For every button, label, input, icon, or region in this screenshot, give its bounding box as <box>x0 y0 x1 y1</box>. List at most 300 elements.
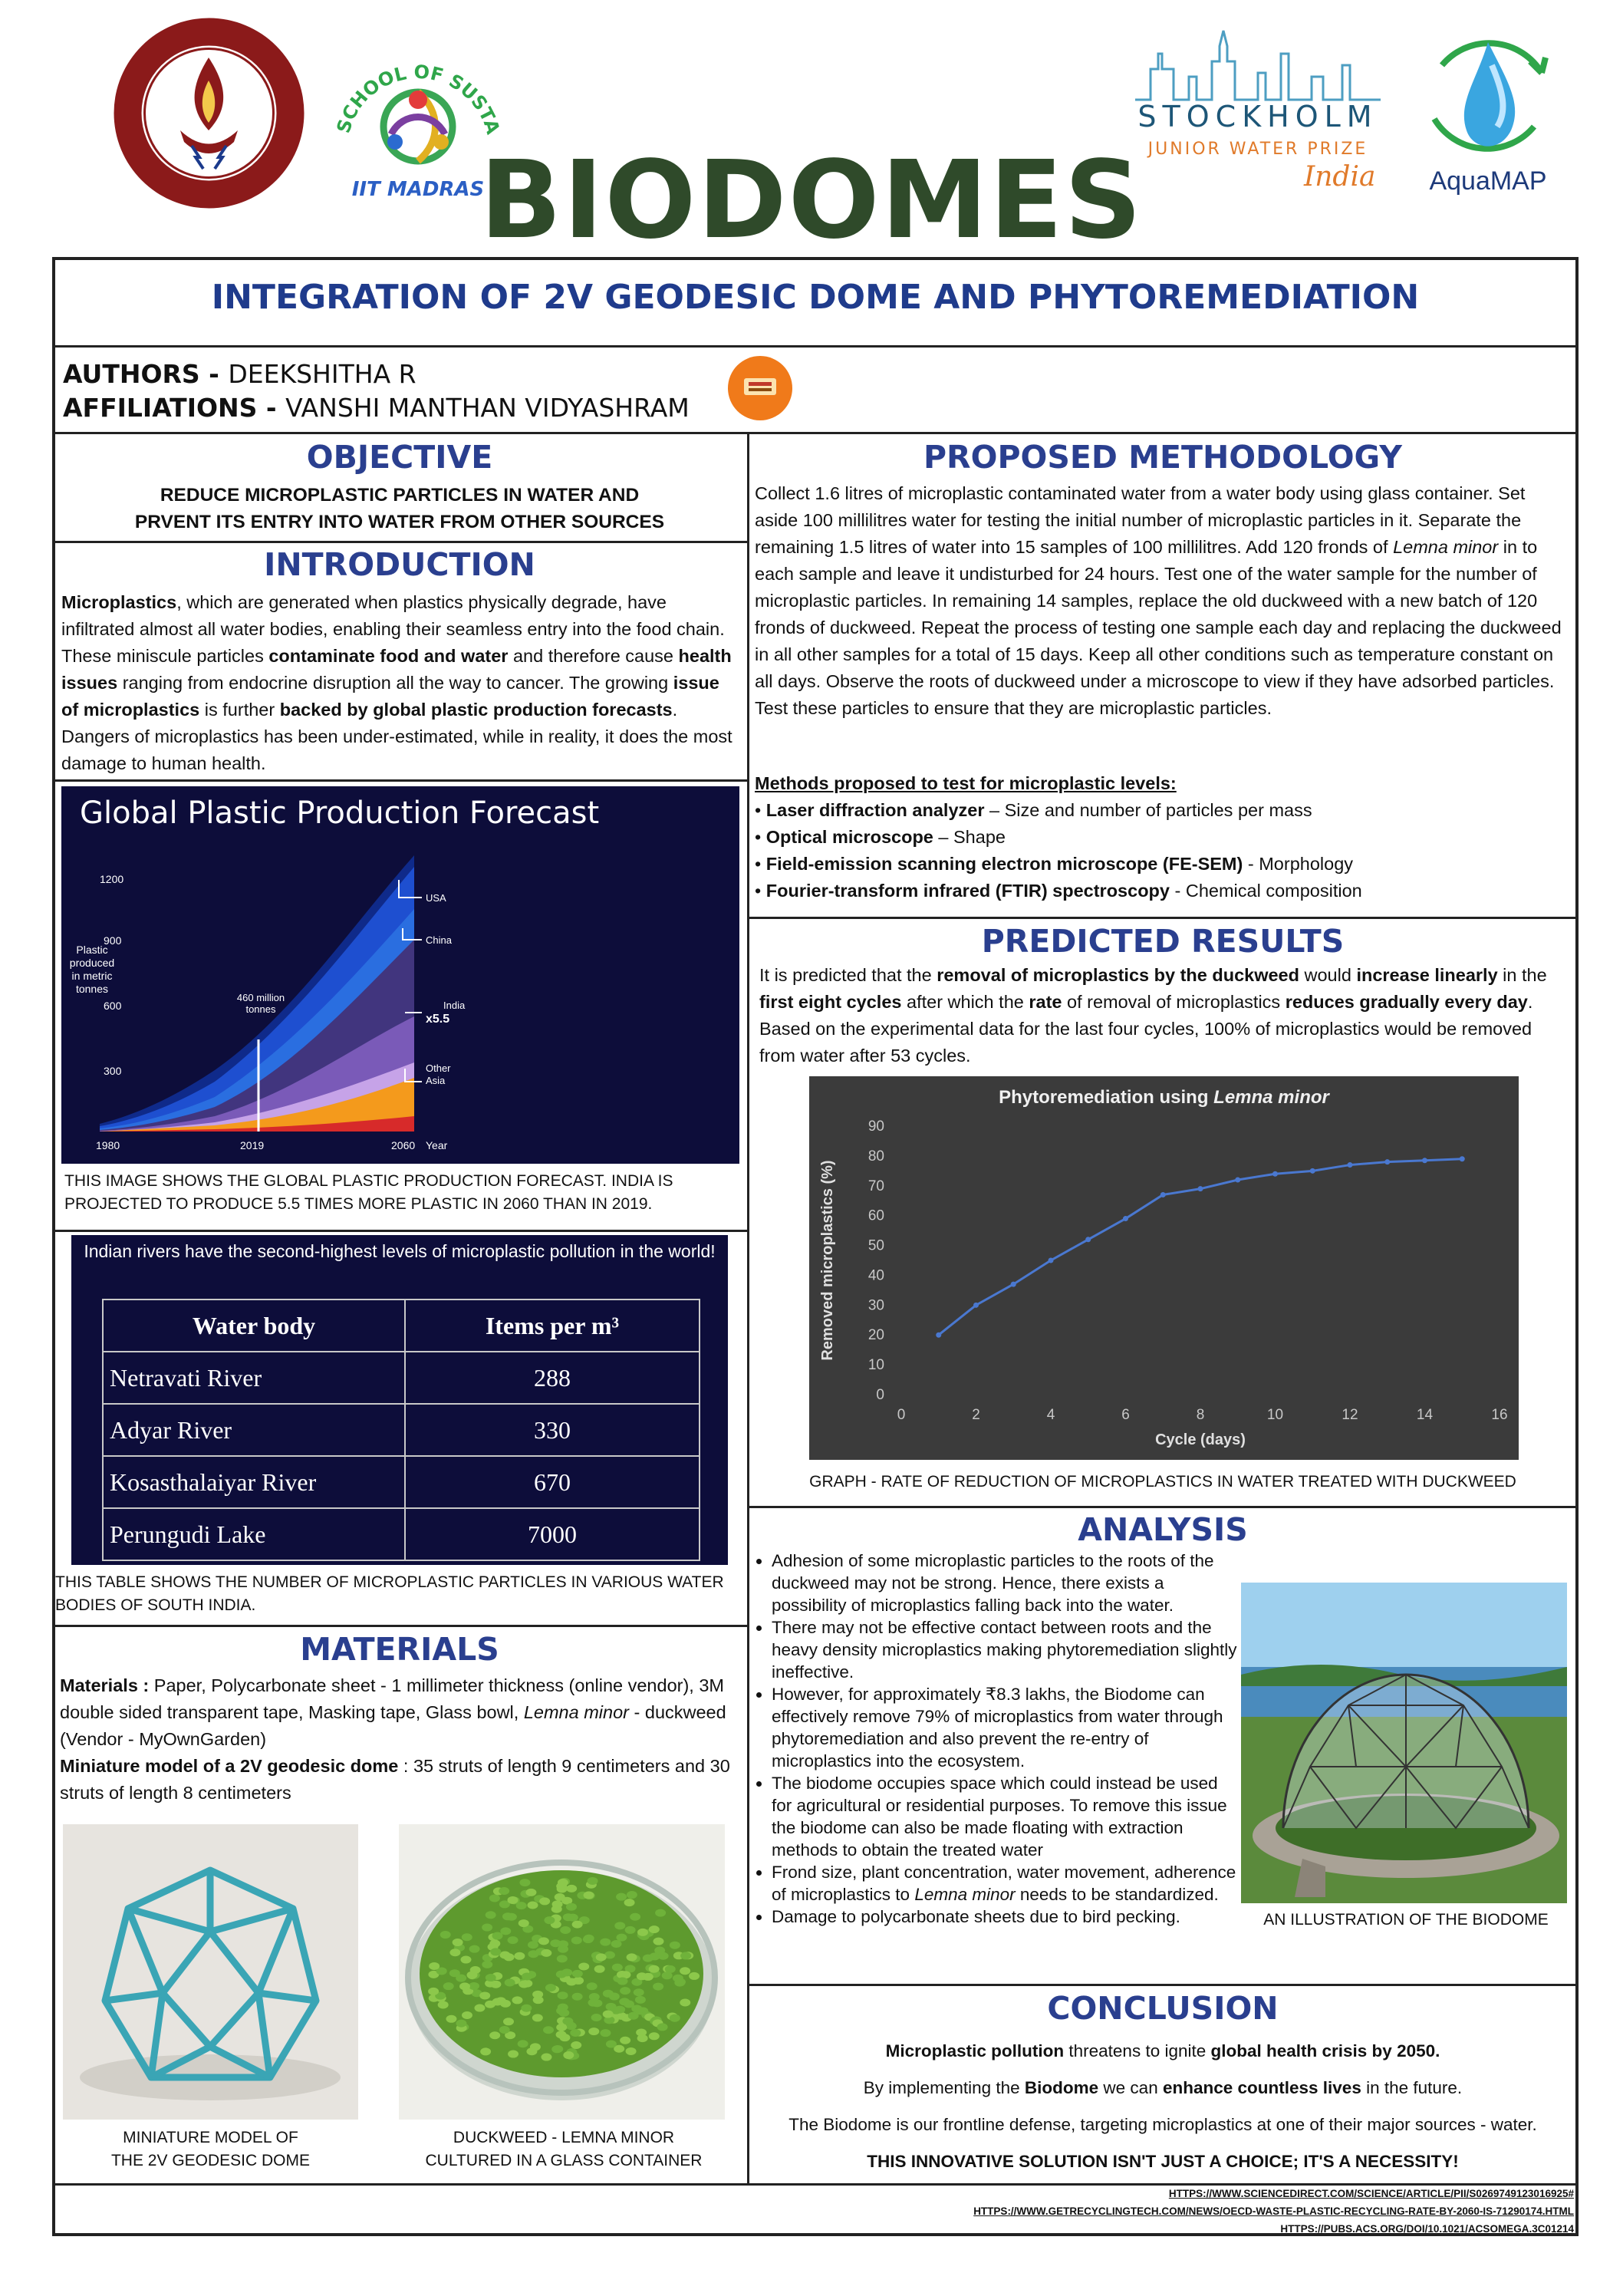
method-name: Fourier-transform infrared (FTIR) spectroscopy <box>765 881 1170 901</box>
duckweed-frond <box>440 1931 451 1939</box>
duckweed-frond <box>519 1919 529 1927</box>
y-tick-label: 0 <box>876 1387 884 1403</box>
duckweed-frond <box>591 2014 602 2021</box>
y-tick-label: 30 <box>867 1297 884 1314</box>
river-table-card <box>71 1235 728 1565</box>
duckweed-frond <box>544 1916 555 1924</box>
duckweed-frond <box>558 1940 568 1948</box>
forecast-xtick: 2019 <box>240 1139 265 1151</box>
data-point <box>1011 1282 1016 1287</box>
duckweed-frond <box>587 1982 598 1990</box>
poster-subtitle: INTEGRATION OF 2V GEODESIC DOME AND PHYTOREMEDIATION <box>211 278 1420 317</box>
duckweed-frond <box>675 1978 686 1986</box>
data-point <box>1422 1158 1427 1163</box>
duckweed-frond <box>505 1978 515 1986</box>
river-table-title: Indian rivers have the second-highest levels of microplastic pollution in the world! <box>84 1241 716 1261</box>
methodology-p1-rest: in to each sample and leave it undisturbed for 24 hours. Test one of the water sample for the number of microplastic particles. In remaining 14 samples, replace the old duckweed with a new batch of 120 fronds of duckweed. Repeat the process of testing one sample each day and replacing the duckweed in all other samples for a total of 15 days. Keep all other conditions such as temperature constant on all days. Observe the roots of duckweed under a microscope to view if they have adsorbed particles. Test these particles to ensure that they are microplastic particles. <box>755 537 1562 718</box>
analysis-bullet: • There may not be effective contact between roots and the heavy density microplastics making phytoremediation slightly ineffective. <box>772 1616 1241 1683</box>
duckweed-frond <box>635 1996 646 2004</box>
duckweed-frond <box>609 1993 620 2001</box>
table-row <box>103 1456 700 1508</box>
duckweed-frond <box>603 2011 614 2018</box>
duckweed-frond <box>522 1972 532 1980</box>
methodology-p1: Collect 1.6 litres of microplastic contaminated water from a water body using glass container. Set aside 100 millilitres water for testing the initial number of microplastic particles in it. Separate the remaining 1.5 litres of water into 15 samples of 100 millilitres. Add 120 fronds of <box>755 483 1526 557</box>
duckweed-frond <box>482 1924 492 1932</box>
duckweed-frond <box>557 1955 568 1962</box>
results-caption: GRAPH - RATE OF REDUCTION OF MICROPLASTICS IN WATER TREATED WITH DUCKWEED <box>809 1473 1516 1491</box>
duckweed-frond <box>566 1903 577 1911</box>
duckweed-frond <box>507 1896 518 1904</box>
data-point <box>1235 1178 1240 1183</box>
duckweed-frond <box>649 1925 660 1933</box>
analysis-bullet: • Adhesion of some microplastic particles to the roots of the duckweed may not be strong. Hence, there exists a possibility of microplastics falling back into the water. <box>772 1550 1241 1616</box>
forecast-xlabel: Year <box>426 1139 448 1151</box>
duckweed-frond <box>572 1921 583 1929</box>
duckweed-frond <box>571 1936 582 1944</box>
table-header-items: Items per m³ <box>405 1300 700 1352</box>
divider <box>747 1506 1579 1508</box>
analysis-bullet: • Damage to polycarbonate sheets due to bird pecking. <box>772 1906 1241 1928</box>
dome-caption-line-2: THE 2V GEODESIC DOME <box>110 2152 311 2169</box>
table-cell-water-body: Netravati River <box>103 1352 405 1404</box>
forecast-caption: THIS IMAGE SHOWS THE GLOBAL PLASTIC PRODUCTION FORECAST. INDIA IS PROJECTED TO PRODUCE 5.5 TIMES MORE PLASTIC IN 2060 THAN IN 2019. <box>64 1172 673 1213</box>
data-point <box>1310 1168 1315 1174</box>
duckweed-frond <box>552 1900 563 1908</box>
duckweed-frond <box>624 1899 635 1906</box>
forecast-legend-other: Other <box>426 1062 451 1074</box>
duckweed-frond <box>689 1972 700 1980</box>
conclusion-line-1: Microplastic pollution threatens to ignite global health crisis by 2050. <box>885 2041 1440 2060</box>
bullet-icon: • <box>755 800 766 820</box>
duckweed-frond <box>449 1948 460 1956</box>
intro-bold: Microplastics <box>61 592 177 612</box>
sos-logo-text: SCHOOL OF SUSTA <box>332 61 504 137</box>
aquamap-logo-text: AquaMAP <box>1429 166 1547 196</box>
stockholm-logo-script: India <box>1304 161 1376 193</box>
method-purpose: - Morphology <box>1243 854 1354 874</box>
chart-background <box>809 1076 1519 1460</box>
x-tick-label: 16 <box>1491 1407 1508 1423</box>
data-point <box>1198 1186 1203 1191</box>
duckweed-frond <box>572 1970 583 1978</box>
method-purpose: - Chemical composition <box>1169 881 1362 901</box>
duckweed-frond <box>545 1984 556 1991</box>
forecast-ytick: 300 <box>104 1065 122 1077</box>
duckweed-frond <box>486 1911 496 1919</box>
objective-text <box>52 482 747 535</box>
duckweed-frond <box>528 1950 538 1958</box>
duckweed-frond <box>530 2043 541 2051</box>
x-tick-label: 4 <box>1046 1407 1055 1423</box>
data-point <box>936 1332 941 1338</box>
forecast-title: Global Plastic Production Forecast <box>80 796 600 831</box>
references <box>747 2185 1574 2238</box>
duckweed-frond <box>462 1933 472 1941</box>
duckweed-frond <box>561 1968 572 1976</box>
duckweed-frond <box>508 1936 519 1944</box>
results-bold: rate <box>1029 992 1062 1012</box>
methods-title: Methods proposed to test for microplastic levels: <box>755 773 1177 793</box>
x-tick-label: 8 <box>1196 1407 1205 1423</box>
duckweed-frond <box>519 1879 530 1886</box>
duckweed-frond <box>637 1929 648 1936</box>
duckweed-frond <box>572 1993 583 2001</box>
duckweed-photo <box>399 1824 725 2120</box>
duckweed-frond <box>612 1964 623 1972</box>
school-logo <box>727 355 793 421</box>
results-bold: first eight cycles <box>759 992 902 1012</box>
y-tick-label: 80 <box>867 1148 884 1164</box>
dome-model-text: : 35 struts of length 9 centimeters and 30 struts of length 8 centimeters <box>60 1756 730 1803</box>
duckweed-frond <box>634 1988 644 1996</box>
objective-line-1: REDUCE MICROPLASTIC PARTICLES IN WATER AND <box>160 485 640 506</box>
reference-link[interactable]: HTTPS://WWW.GETRECYCLINGTECH.COM/NEWS/OECD-WASTE-PLASTIC-RECYCLING-RATE-BY-2060-IS-71290174.HTML <box>973 2205 1574 2217</box>
conclusion-line-3: The Biodome is our frontline defense, targeting microplastics at one of their major sources - water. <box>788 2115 1537 2134</box>
duckweed-frond <box>504 1953 515 1961</box>
table-cell-items: 330 <box>405 1404 700 1456</box>
duckweed-frond <box>570 2029 581 2037</box>
duckweed-frond <box>514 1952 525 1960</box>
introduction-text <box>61 589 736 777</box>
duckweed-frond <box>551 2045 562 2053</box>
x-tick-label: 14 <box>1416 1407 1434 1423</box>
duckweed-frond <box>532 2014 543 2021</box>
methods-list <box>755 770 1572 904</box>
y-tick-label: 10 <box>867 1357 884 1374</box>
duckweed-frond <box>670 1942 680 1949</box>
reference-link[interactable]: HTTPS://WWW.SCIENCEDIRECT.COM/SCIENCE/ARTICLE/PII/S0269749123016925# <box>1168 2188 1574 2199</box>
bullet-icon: • <box>755 854 766 874</box>
method-purpose: – Size and number of particles per mass <box>984 800 1312 820</box>
duckweed-frond <box>600 1939 611 1946</box>
x-tick-label: 12 <box>1342 1407 1358 1423</box>
duckweed-frond <box>502 1912 513 1920</box>
duckweed-frond <box>490 1948 501 1955</box>
duckweed-frond <box>456 2020 466 2028</box>
duckweed-frond <box>539 1897 550 1905</box>
duckweed-frond <box>643 1973 653 1981</box>
forecast-legend-asia: Asia <box>426 1075 446 1086</box>
results-text-part: after which the <box>901 992 1029 1012</box>
duckweed-frond <box>443 1982 454 1990</box>
data-point <box>1085 1237 1091 1242</box>
x-axis-label: Cycle (days) <box>1155 1431 1246 1448</box>
intro-bold: issue of microplastics <box>61 673 719 720</box>
divider <box>52 345 1579 348</box>
duckweed-frond <box>538 1937 549 1945</box>
duckweed-frond <box>485 2001 495 2008</box>
intro-bold: contaminate food and water <box>268 646 509 666</box>
results-text-part: . Based on the experimental data for the last four cycles, 100% of microplastics would be removed from water after 53 cycles. <box>759 992 1533 1066</box>
methodology-heading: PROPOSED METHODOLOGY <box>923 439 1402 476</box>
materials-italic: Lemna minor <box>523 1702 629 1722</box>
forecast-legend-usa: USA <box>426 892 446 904</box>
stockholm-logo-main: STOCKHOLM <box>1137 100 1378 133</box>
authors-block <box>63 357 690 425</box>
affiliations-value: VANSHI MANTHAN VIDYASHRAM <box>285 393 690 423</box>
duckweed-frond <box>654 1947 665 1955</box>
duckweed-frond <box>479 1991 490 1999</box>
forecast-legend-china: China <box>426 934 452 946</box>
intro-text: is further <box>199 700 280 720</box>
duckweed-frond <box>563 2051 574 2059</box>
duckweed-frond <box>470 1966 481 1974</box>
duckweed-frond <box>558 1879 568 1886</box>
results-text-part: would <box>1299 965 1357 985</box>
bullet-icon: • <box>755 881 766 901</box>
duckweed-frond <box>482 1961 492 1968</box>
duckweed-frond <box>584 1892 594 1899</box>
conclusion-line-2: By implementing the Biodome we can enhance countless lives in the future. <box>863 2078 1463 2097</box>
intro-text: , which are generated when plastics physically degrade, have infiltrated almost all water bodies, enabling their seamless entry into the food chain. These miniscule particles <box>61 592 725 666</box>
table-row <box>103 1352 700 1404</box>
duckweed-frond <box>469 1982 479 1990</box>
data-point <box>1123 1216 1128 1221</box>
data-point <box>1272 1171 1278 1177</box>
duckweed-frond <box>508 2051 519 2058</box>
x-tick-label: 0 <box>897 1407 906 1423</box>
duckweed-frond <box>620 1987 630 1995</box>
sos-logo-sub: IIT MADRAS <box>351 178 485 201</box>
conclusion-line-4: THIS INNOVATIVE SOLUTION ISN'T JUST A CHOICE; IT'S A NECESSITY! <box>867 2152 1459 2171</box>
methodology-italic: Lemna minor <box>1393 537 1499 557</box>
forecast-ylabel: Plastic produced in metric tonnes <box>69 944 115 995</box>
results-text <box>759 962 1569 1069</box>
duckweed-frond <box>541 2054 551 2061</box>
duckweed-frond <box>655 1909 666 1917</box>
method-name: Field-emission scanning electron microscope (FE-SEM) <box>765 854 1243 874</box>
duckweed-frond <box>606 2041 617 2048</box>
divider <box>747 917 1579 919</box>
duckweed-frond <box>489 1894 500 1902</box>
divider <box>52 1625 747 1627</box>
method-item <box>755 851 1572 878</box>
duckweed-frond <box>500 1927 511 1935</box>
duckweed-frond <box>428 1988 439 1995</box>
x-tick-label: 6 <box>1121 1407 1130 1423</box>
table-header-water-body: Water body <box>103 1300 405 1352</box>
duckweed-frond <box>556 2024 567 2031</box>
duckweed-frond <box>653 1938 664 1945</box>
duckweed-frond <box>594 1965 605 1973</box>
duckweed-frond <box>680 1967 690 1975</box>
duckweed-frond <box>611 1940 622 1948</box>
data-point <box>973 1303 979 1308</box>
duckweed-frond <box>556 2031 567 2038</box>
intro-text: and therefore cause <box>508 646 679 666</box>
chart-title: Phytoremediation using Lemna minor <box>999 1087 1329 1108</box>
duckweed-frond <box>556 2007 567 2014</box>
duckweed-frond <box>563 1913 574 1921</box>
duckweed-frond <box>653 1983 663 1991</box>
results-bold: increase linearly <box>1356 965 1498 985</box>
method-name: Laser diffraction analyzer <box>765 800 985 820</box>
forecast-ytick: 1200 <box>100 873 124 885</box>
table-cell-water-body: Kosasthalaiyar River <box>103 1456 405 1508</box>
results-bold: reduces gradually every day <box>1285 992 1528 1012</box>
divider <box>52 779 747 782</box>
table-cell-water-body: Adyar River <box>103 1404 405 1456</box>
duckweed-frond <box>533 1996 544 2004</box>
x-tick-label: 10 <box>1266 1407 1284 1423</box>
duckweed-frond <box>566 1885 577 1892</box>
duckweed-frond <box>480 2047 491 2055</box>
data-point <box>1049 1258 1054 1263</box>
y-tick-label: 70 <box>867 1178 884 1194</box>
duckweed-frond <box>680 1952 691 1960</box>
results-text-part: in the <box>1497 965 1547 985</box>
duckweed-frond <box>499 1887 509 1895</box>
duckweed-frond <box>474 2004 485 2012</box>
divider <box>52 432 1579 434</box>
biodome-caption: AN ILLUSTRATION OF THE BIODOME <box>1263 1911 1549 1929</box>
duckweed-frond <box>462 2011 472 2019</box>
duckweed-frond <box>680 1998 690 2006</box>
conclusion-text <box>747 2033 1579 2180</box>
objective-heading: OBJECTIVE <box>306 439 493 476</box>
y-tick-label: 40 <box>867 1267 884 1284</box>
duckweed-frond <box>449 1969 460 1977</box>
duckweed-frond <box>670 2014 680 2022</box>
duckweed-frond <box>616 1934 627 1942</box>
bullet-icon: • <box>755 827 766 847</box>
table-row <box>103 1508 700 1560</box>
divider <box>747 1984 1579 1986</box>
data-point <box>1348 1162 1353 1168</box>
method-purpose: – Shape <box>933 827 1006 847</box>
duckweed-frond <box>578 1962 589 1970</box>
duckweed-frond <box>469 1945 480 1953</box>
duckweed-frond <box>453 1939 463 1946</box>
duckweed-frond <box>525 1889 536 1896</box>
results-text-part: It is predicted that the <box>759 965 937 985</box>
duckweed-caption-line-2: CULTURED IN A GLASS CONTAINER <box>425 2152 703 2169</box>
duckweed-frond <box>600 2029 611 2037</box>
forecast-legend-india: India <box>443 1000 466 1011</box>
dome-caption-line-1: MINIATURE MODEL OF <box>123 2129 298 2146</box>
duckweed-frond <box>566 1978 577 1986</box>
duckweed-frond <box>630 1913 640 1921</box>
analysis-bullet: • However, for approximately ₹8.3 lakhs, the Biodome can effectively remove 79% of microplastics from water through phytoremediation and also prevent the re-entry of microplastics into the ecosystem. <box>772 1683 1241 1772</box>
duckweed-frond <box>643 1955 653 1962</box>
y-axis-label: Removed microplastics (%) <box>819 1160 836 1361</box>
plastic-forecast-image <box>61 786 739 1164</box>
duckweed-frond <box>558 1991 568 1999</box>
y-tick-label: 20 <box>867 1327 884 1344</box>
duckweed-frond <box>560 1926 571 1934</box>
aquamap-logo <box>1411 19 1565 211</box>
method-item <box>755 878 1572 904</box>
duckweed-frond <box>562 2018 573 2025</box>
method-name: Optical microscope <box>765 827 933 847</box>
duckweed-frond <box>446 2015 456 2023</box>
duckweed-frond <box>459 1982 470 1990</box>
column-divider <box>747 432 749 2183</box>
intro-text: ranging from endocrine disruption all the way to cancer. The growing <box>117 673 673 693</box>
analysis-list <box>750 1550 1241 1928</box>
data-point <box>1160 1192 1166 1197</box>
materials-list-end: - duckweed (Vendor - MyOwnGarden) <box>60 1702 726 1749</box>
conclusion-heading: CONCLUSION <box>1047 1990 1279 2027</box>
materials-text <box>60 1672 739 1807</box>
method-item <box>755 824 1572 851</box>
duckweed-caption-line-1: DUCKWEED - LEMNA MINOR <box>453 2129 675 2146</box>
reference-link[interactable]: HTTPS://PUBS.ACS.ORG/DOI/10.1021/ACSOMEGA.3C01214 <box>1280 2223 1574 2235</box>
duckweed-frond <box>489 2031 500 2039</box>
divider <box>52 1230 747 1232</box>
duckweed-frond <box>614 1922 625 1929</box>
data-point <box>1460 1156 1465 1161</box>
data-point <box>1384 1159 1390 1164</box>
materials-list: Paper, Polycarbonate sheet - 1 millimeter thickness (online vendor), 3M double sided transparent tape, Masking tape, Glass bowl, <box>60 1675 724 1722</box>
duckweed-frond <box>512 1996 522 2004</box>
authors-label: AUTHORS - <box>63 359 229 389</box>
affiliations-label: AFFILIATIONS - <box>63 393 286 423</box>
forecast-xtick: 1980 <box>96 1139 120 1151</box>
duckweed-frond <box>521 2004 532 2012</box>
method-item <box>755 797 1572 824</box>
duckweed-frond <box>649 2032 660 2040</box>
duckweed-frond <box>588 2028 599 2035</box>
intro-bold: health issues <box>61 646 732 693</box>
dome-model-photo <box>63 1824 358 2120</box>
methodology-text <box>755 480 1572 722</box>
duckweed-frond <box>657 2023 668 2031</box>
analysis-bullet: • The biodome occupies space which could instead be used for agricultural or residential purposes. To remove this issue the biodome can also be made floating with extraction methods to obtain the treated water <box>772 1772 1241 1861</box>
y-tick-label: 50 <box>867 1237 884 1254</box>
duckweed-frond <box>588 1877 598 1885</box>
y-tick-label: 90 <box>867 1118 884 1135</box>
river-table <box>102 1299 700 1561</box>
results-heading: PREDICTED RESULTS <box>981 923 1345 960</box>
duckweed-frond <box>543 2026 554 2034</box>
stockholm-logo-sub: JUNIOR WATER PRIZE <box>1147 140 1368 159</box>
results-bold: removal of microplastics by the duckweed <box>937 965 1299 985</box>
duckweed-frond <box>503 2018 514 2025</box>
forecast-ytick: 600 <box>104 1000 122 1012</box>
intro-bold: backed by global plastic production forecasts <box>279 700 673 720</box>
stockholm-logo <box>1128 23 1388 207</box>
analysis-bullet: • Frond size, plant concentration, water movement, adherence of microplastics to Lemna minor needs to be standardized. <box>772 1861 1241 1906</box>
duckweed-frond <box>627 1953 637 1961</box>
authors-value: DEEKSHITHA R <box>228 359 416 389</box>
intro-text: . Dangers of microplastics has been under-estimated, while in reality, it does the most damage to human health. <box>61 700 732 773</box>
table-cell-items: 7000 <box>405 1508 700 1560</box>
duckweed-frond <box>516 1902 527 1909</box>
duckweed-frond <box>626 2047 637 2055</box>
duckweed-frond <box>522 1980 532 1988</box>
duckweed-frond <box>518 2040 528 2047</box>
dome-model-caption <box>63 2126 358 2172</box>
forecast-ytick: 900 <box>104 934 122 947</box>
duckweed-caption <box>399 2126 729 2172</box>
materials-label: Materials : <box>60 1675 154 1695</box>
duckweed-frond <box>616 1893 627 1901</box>
duckweed-frond <box>617 1978 628 1985</box>
duckweed-frond <box>429 1962 439 1970</box>
forecast-multiplier: x5.5 <box>426 1013 450 1026</box>
table-cell-water-body: Perungudi Lake <box>103 1508 405 1560</box>
forecast-xtick: 2060 <box>391 1139 416 1151</box>
table-cell-items: 288 <box>405 1352 700 1404</box>
duckweed-frond <box>584 1935 594 1942</box>
poster-title: BIODOMES <box>479 138 1144 263</box>
duckweed-frond <box>571 2041 581 2049</box>
dome-model-label: Miniature model of a 2V geodesic dome <box>60 1756 399 1776</box>
analysis-heading: ANALYSIS <box>1078 1511 1248 1548</box>
materials-heading: MATERIALS <box>300 1631 499 1668</box>
duckweed-frond <box>649 1965 660 1973</box>
